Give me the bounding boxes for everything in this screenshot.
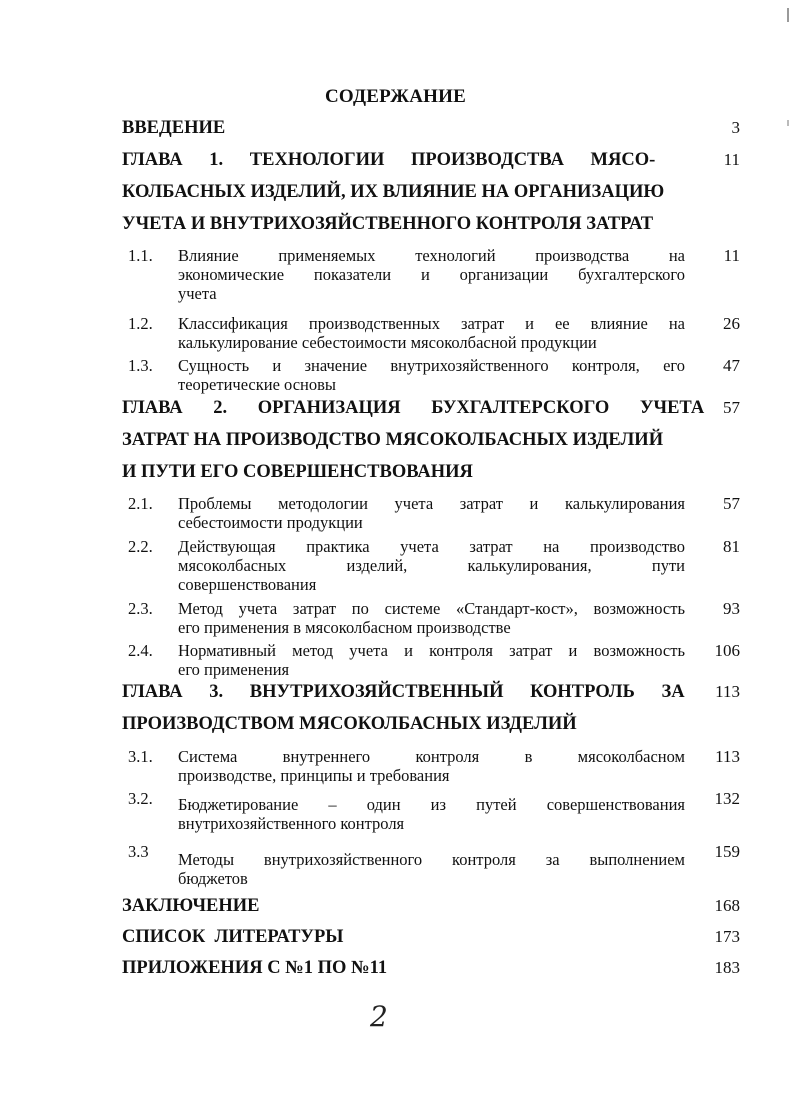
toc-page-number: 113 [715,747,740,766]
scan-edge-mark-top [787,8,789,22]
toc-line: Классификация производственных затрат и ее влияние на [178,314,685,333]
toc-line: ЗАКЛЮЧЕНИЕ [122,896,260,916]
toc-entry-title [122,112,685,144]
toc-line: Влияние применяемых технологий производства на [178,246,685,265]
toc-section-number: 3.2. [128,789,153,808]
toc-entry-title [178,314,685,352]
toc-line: СПИСОК ЛИТЕРАТУРЫ [122,927,344,947]
toc-line: И ПУТИ ЕГО СОВЕРШЕНСТВОВАНИЯ [122,462,473,482]
toc-page-number: 173 [714,927,740,946]
toc-entry-title [178,641,685,679]
toc-entry-title [122,676,685,740]
toc-page-number: 3 [731,118,740,137]
toc-entry-title [178,795,685,833]
toc-section-number: 1.1. [128,246,153,265]
toc-entry-title [178,537,685,594]
toc-line: ГЛАВА 2. ОРГАНИЗАЦИЯ БУХГАЛТЕРСКОГО УЧЕТА [122,398,705,418]
toc-section-number: 3.1. [128,747,153,766]
toc-page-number: 11 [723,150,740,169]
toc-line: Проблемы методологии учета затрат и калькулирования [178,494,685,513]
toc-line: ГЛАВА 1. ТЕХНОЛОГИИ ПРОИЗВОДСТВА МЯСО- [122,150,656,170]
toc-line: его применения в мясоколбасном производстве [178,618,511,637]
toc-line: экономические показатели и организации бухгалтерского [178,265,685,284]
toc-line: КОЛБАСНЫХ ИЗДЕЛИЙ, ИХ ВЛИЯНИЕ НА ОРГАНИЗАЦИЮ [122,182,665,202]
toc-entry-title [178,850,685,888]
toc-line: ЗАТРАТ НА ПРОИЗВОДСТВО МЯСОКОЛБАСНЫХ ИЗДЕЛИЙ [122,430,664,450]
toc-line: ГЛАВА 3. ВНУТРИХОЗЯЙСТВЕННЫЙ КОНТРОЛЬ ЗА [122,682,685,702]
toc-line: калькулирование себестоимости мясоколбасной продукции [178,333,597,352]
toc-entry-title [122,392,705,488]
toc-entry-title [178,246,685,303]
toc-page-number: 113 [715,682,740,701]
toc-line: Метод учета затрат по системе «Стандарт-кост», возможность [178,599,685,618]
toc-line: учета [178,284,217,303]
toc-page-number: 81 [723,537,740,556]
toc-page-number: 183 [714,958,740,977]
toc-line: ПРОИЗВОДСТВОМ МЯСОКОЛБАСНЫХ ИЗДЕЛИЙ [122,714,577,734]
toc-line: Бюджетирование – один из путей совершенствования [178,795,685,814]
toc-page-number: 93 [723,599,740,618]
toc-page-number: 106 [714,641,740,660]
toc-section-number: 2.2. [128,537,153,556]
toc-entry-title [122,890,685,922]
toc-line: его применения [178,660,290,679]
toc-line: ПРИЛОЖЕНИЯ С №1 ПО №11 [122,958,388,978]
toc-line: мясоколбасных изделий, калькулирования, пути [178,556,685,575]
toc-page-number: 11 [723,246,740,265]
toc-line: теоретические основы [178,375,336,394]
toc-page-number: 47 [723,356,740,375]
toc-page-number: 132 [714,789,740,808]
toc-entry-title [122,952,685,984]
toc-section-number: 2.3. [128,599,153,618]
toc-entry-title [178,747,685,785]
toc-entry-title [178,356,685,394]
toc-page-number: 26 [723,314,740,333]
toc-line: Сущность и значение внутрихозяйственного контроля, его [178,356,685,375]
toc-page-number: 57 [723,398,740,417]
toc-line: бюджетов [178,869,248,888]
toc-line: производстве, принципы и требования [178,766,450,785]
toc-section-number: 2.4. [128,641,153,660]
toc-section-number: 2.1. [128,494,153,513]
toc-line: себестоимости продукции [178,513,363,532]
toc-entry-title [178,494,685,532]
toc-section-number: 1.2. [128,314,153,333]
toc-line: Действующая практика учета затрат на производство [178,537,685,556]
page-title: СОДЕРЖАНИЕ [325,86,466,107]
toc-entry-title [122,144,685,240]
toc-line: внутрихозяйственного контроля [178,814,405,833]
toc-line: УЧЕТА И ВНУТРИХОЗЯЙСТВЕННОГО КОНТРОЛЯ ЗАТРАТ [122,214,654,234]
toc-line: Методы внутрихозяйственного контроля за выполнением [178,850,685,869]
toc-line: Нормативный метод учета и контроля затрат и возможность [178,641,685,660]
toc-line: ВВЕДЕНИЕ [122,118,226,138]
toc-page-number: 57 [723,494,740,513]
toc-line: Система внутреннего контроля в мясоколбасном [178,747,685,766]
scan-edge-mark-right [787,120,789,126]
toc-page-number: 168 [714,896,740,915]
toc-page-number: 159 [714,842,740,861]
toc-entry-title [178,599,685,637]
toc-section-number: 1.3. [128,356,153,375]
toc-line: совершенствования [178,575,317,594]
toc-entry-title [122,921,685,953]
handwritten-page-number: 2 [370,1000,388,1033]
toc-section-number: 3.3 [128,842,149,861]
